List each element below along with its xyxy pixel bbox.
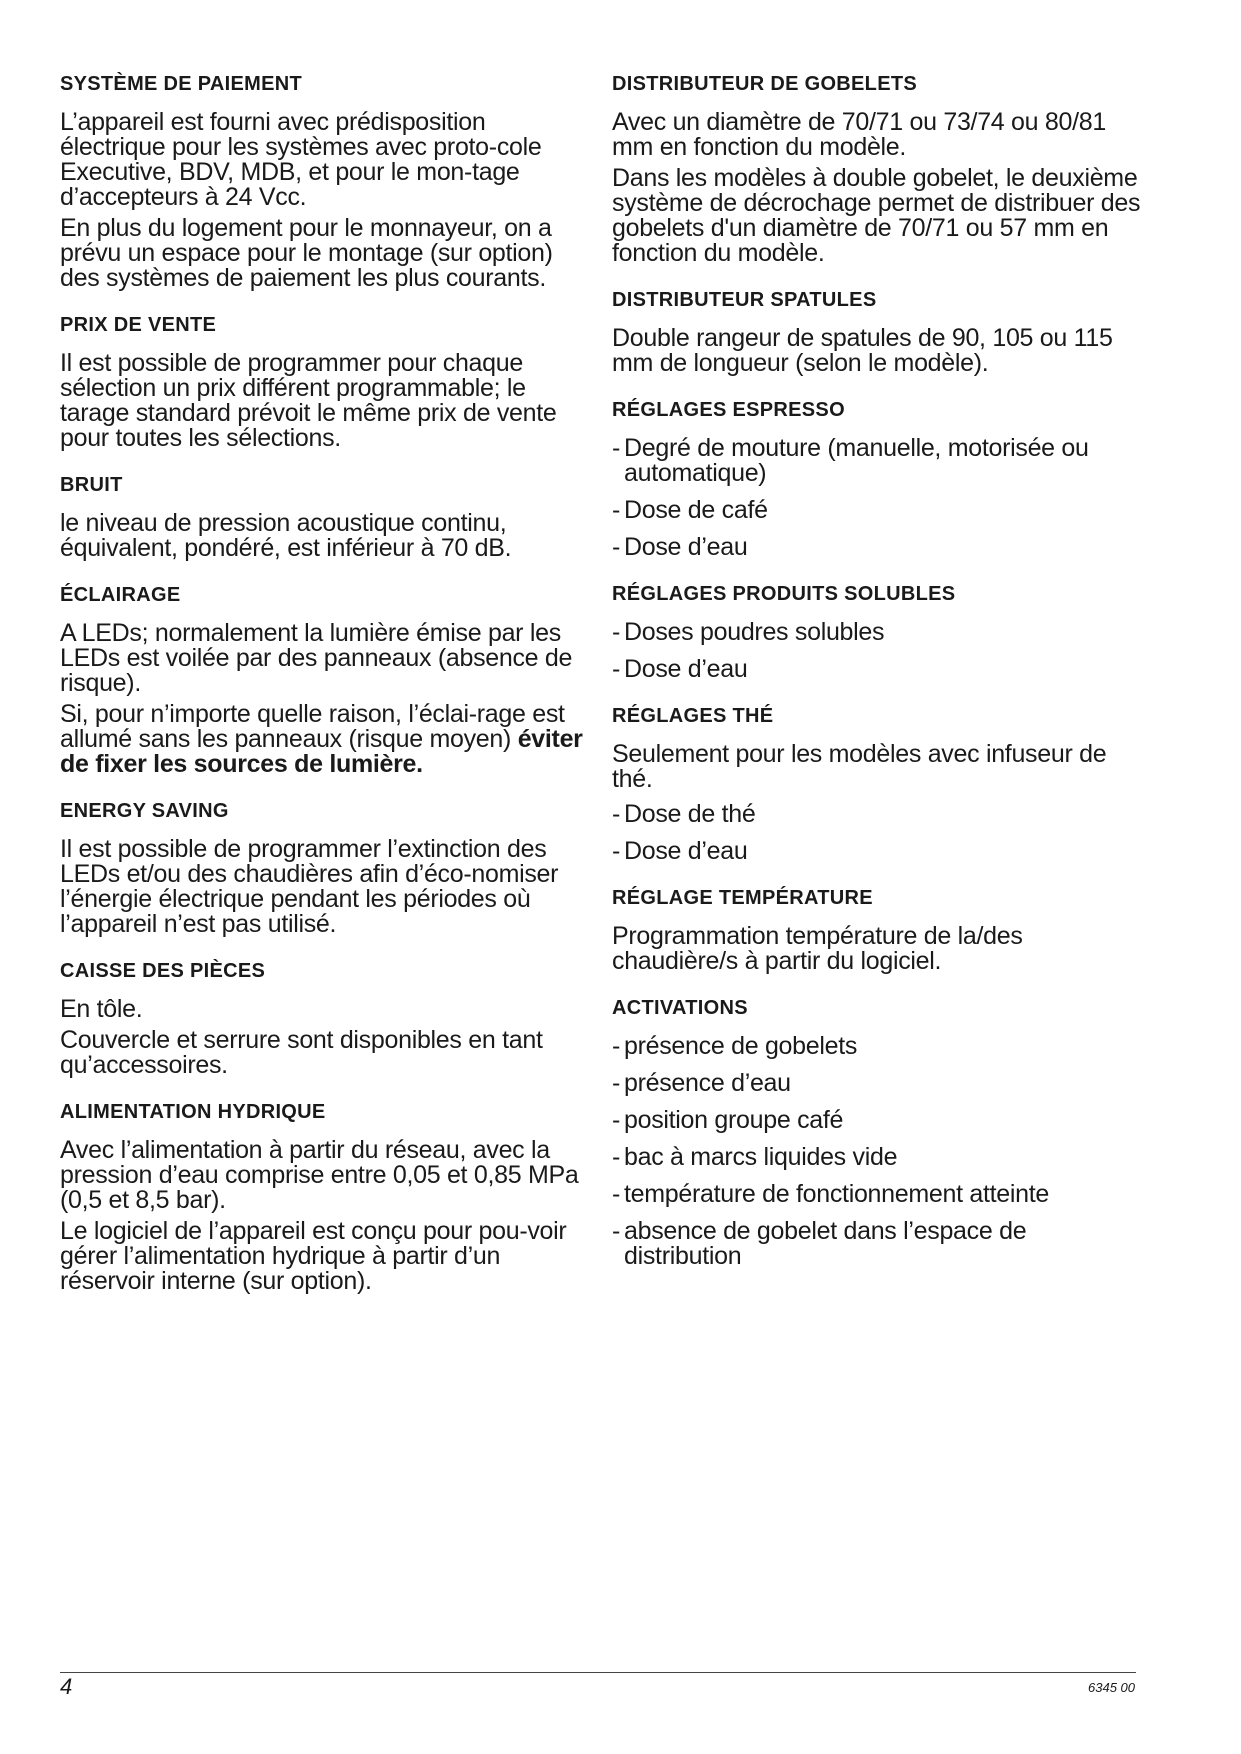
list-item: - absence de gobelet dans l’espace de distribution [612,1217,1027,1270]
footer-divider [60,1672,1136,1673]
warning-text: Si, pour n’importe quelle raison, l’éclai-rage est allumé sans les panneaux (risque moyen) [60,700,565,753]
list-item: - bac à marcs liquides vide [612,1143,898,1171]
section-heading: ENERGY SAVING [60,800,229,822]
list-dash: - [612,533,621,561]
section-heading: ACTIVATIONS [612,997,748,1019]
section-heading: RÉGLAGE TEMPÉRATURE [612,887,873,909]
section-noise [60,473,585,561]
right-column [612,72,1142,1291]
section-activations [612,996,1142,1269]
list-item: - position groupe café [612,1106,844,1134]
list-dash: - [612,1106,621,1134]
paragraph: A LEDs; normalement la lumière émise par les LEDs est voilée par des panneaux (absence de risque). [60,619,573,697]
list-item: - Doses poudres solubles [612,618,885,646]
lighting-warning [60,702,585,777]
section-cup-dispenser [612,72,1142,266]
warning-bold-text: éviter de fixer les sources de lumière. [60,725,583,778]
paragraph: le niveau de pression acoustique continu, équivalent, pondéré, est inférieur à 70 dB. [60,509,512,562]
list-dash: - [612,496,621,524]
settings-list [612,620,1142,682]
section-heading: DISTRIBUTEUR SPATULES [612,289,877,311]
page-number: 4 [60,1674,73,1699]
list-dash: - [612,655,621,683]
section-payment-system [60,72,585,291]
paragraph: Il est possible de programmer pour chaque sélection un prix différent programmable; le tarage standard prévoit le même prix de vente pour toutes les sélections. [60,349,557,452]
list-item: - Dose d’eau [612,533,748,561]
paragraph: Seulement pour les modèles avec infuseur de thé. [612,740,1107,793]
list-dash: - [612,434,621,462]
list-item: - présence de gobelets [612,1032,858,1060]
paragraph: Avec l’alimentation à partir du réseau, avec la pression d’eau comprise entre 0,05 et 0,85 MPa (0,5 et 8,5 bar). [60,1136,579,1214]
list-dash: - [612,1069,621,1097]
section-heading: PRIX DE VENTE [60,314,217,336]
section-stirrer-dispenser [612,288,1142,376]
section-heading: ALIMENTATION HYDRIQUE [60,1101,326,1123]
section-heading: BRUIT [60,474,123,496]
list-item: - Dose de café [612,496,768,524]
left-column [60,72,585,1316]
paragraph: Dans les modèles à double gobelet, le deuxième système de décrochage permet de distribuer des gobelets d'un diamètre de 70/71 ou 57 mm en fonction du modèle. [612,164,1141,267]
list-item: - Dose de thé [612,800,756,828]
section-heading: RÉGLAGES THÉ [612,705,774,727]
list-dash: - [612,618,621,646]
paragraph: Programmation température de la/des chaudière/s à partir du logiciel. [612,922,1023,975]
section-temperature-setting [612,886,1142,974]
list-item: - présence d’eau [612,1069,791,1097]
document-code: 6345 00 [1088,1680,1135,1695]
settings-list [612,802,1142,864]
section-heading: DISTRIBUTEUR DE GOBELETS [612,73,917,95]
paragraph: Le logiciel de l’appareil est conçu pour pou-voir gérer l’alimentation hydrique à partir d’un réservoir interne (sur option). [60,1217,567,1295]
section-heading: SYSTÈME DE PAIEMENT [60,73,303,95]
paragraph: L’appareil est fourni avec prédisposition électrique pour les systèmes avec proto-cole Executive, BDV, MDB, et pour le mon-tage d’accepteurs à 24 Vcc. [60,108,542,211]
section-heading: CAISSE DES PIÈCES [60,960,266,982]
list-item: - Dose d’eau [612,655,748,683]
section-sale-price [60,313,585,451]
list-item: - température de fonctionnement atteinte [612,1180,1049,1208]
section-espresso-settings [612,398,1142,560]
paragraph: Avec un diamètre de 70/71 ou 73/74 ou 80/81 mm en fonction du modèle. [612,108,1106,161]
activations-list [612,1034,1142,1269]
section-tea-settings [612,704,1142,864]
paragraph: En tôle. [60,995,143,1023]
section-water-supply [60,1100,585,1294]
list-dash: - [612,1217,621,1245]
section-soluble-settings [612,582,1142,682]
paragraph: Il est possible de programmer l’extinction des LEDs et/ou des chaudières afin d’éco-nomiser l’énergie électrique pendant les périodes où l’appareil n’est pas utilisé. [60,835,559,938]
list-item: - Dose d’eau [612,837,748,865]
settings-list [612,436,1142,560]
paragraph: Couvercle et serrure sont disponibles en tant qu’accessoires. [60,1026,543,1079]
section-heading: RÉGLAGES ESPRESSO [612,399,845,421]
section-energy-saving [60,799,585,937]
list-dash: - [612,1143,621,1171]
section-lighting [60,583,585,777]
section-coin-box [60,959,585,1078]
list-item: - Degré de mouture (manuelle, motorisée ou automatique) [612,434,1089,487]
paragraph: En plus du logement pour le monnayeur, on a prévu un espace pour le montage (sur option) des systèmes de paiement les plus courants. [60,214,553,292]
list-dash: - [612,1180,621,1208]
list-dash: - [612,800,621,828]
list-dash: - [612,837,621,865]
list-dash: - [612,1032,621,1060]
section-heading: RÉGLAGES PRODUITS SOLUBLES [612,583,956,605]
paragraph: Double rangeur de spatules de 90, 105 ou 115 mm de longueur (selon le modèle). [612,324,1113,377]
section-heading: ÉCLAIRAGE [60,584,181,606]
